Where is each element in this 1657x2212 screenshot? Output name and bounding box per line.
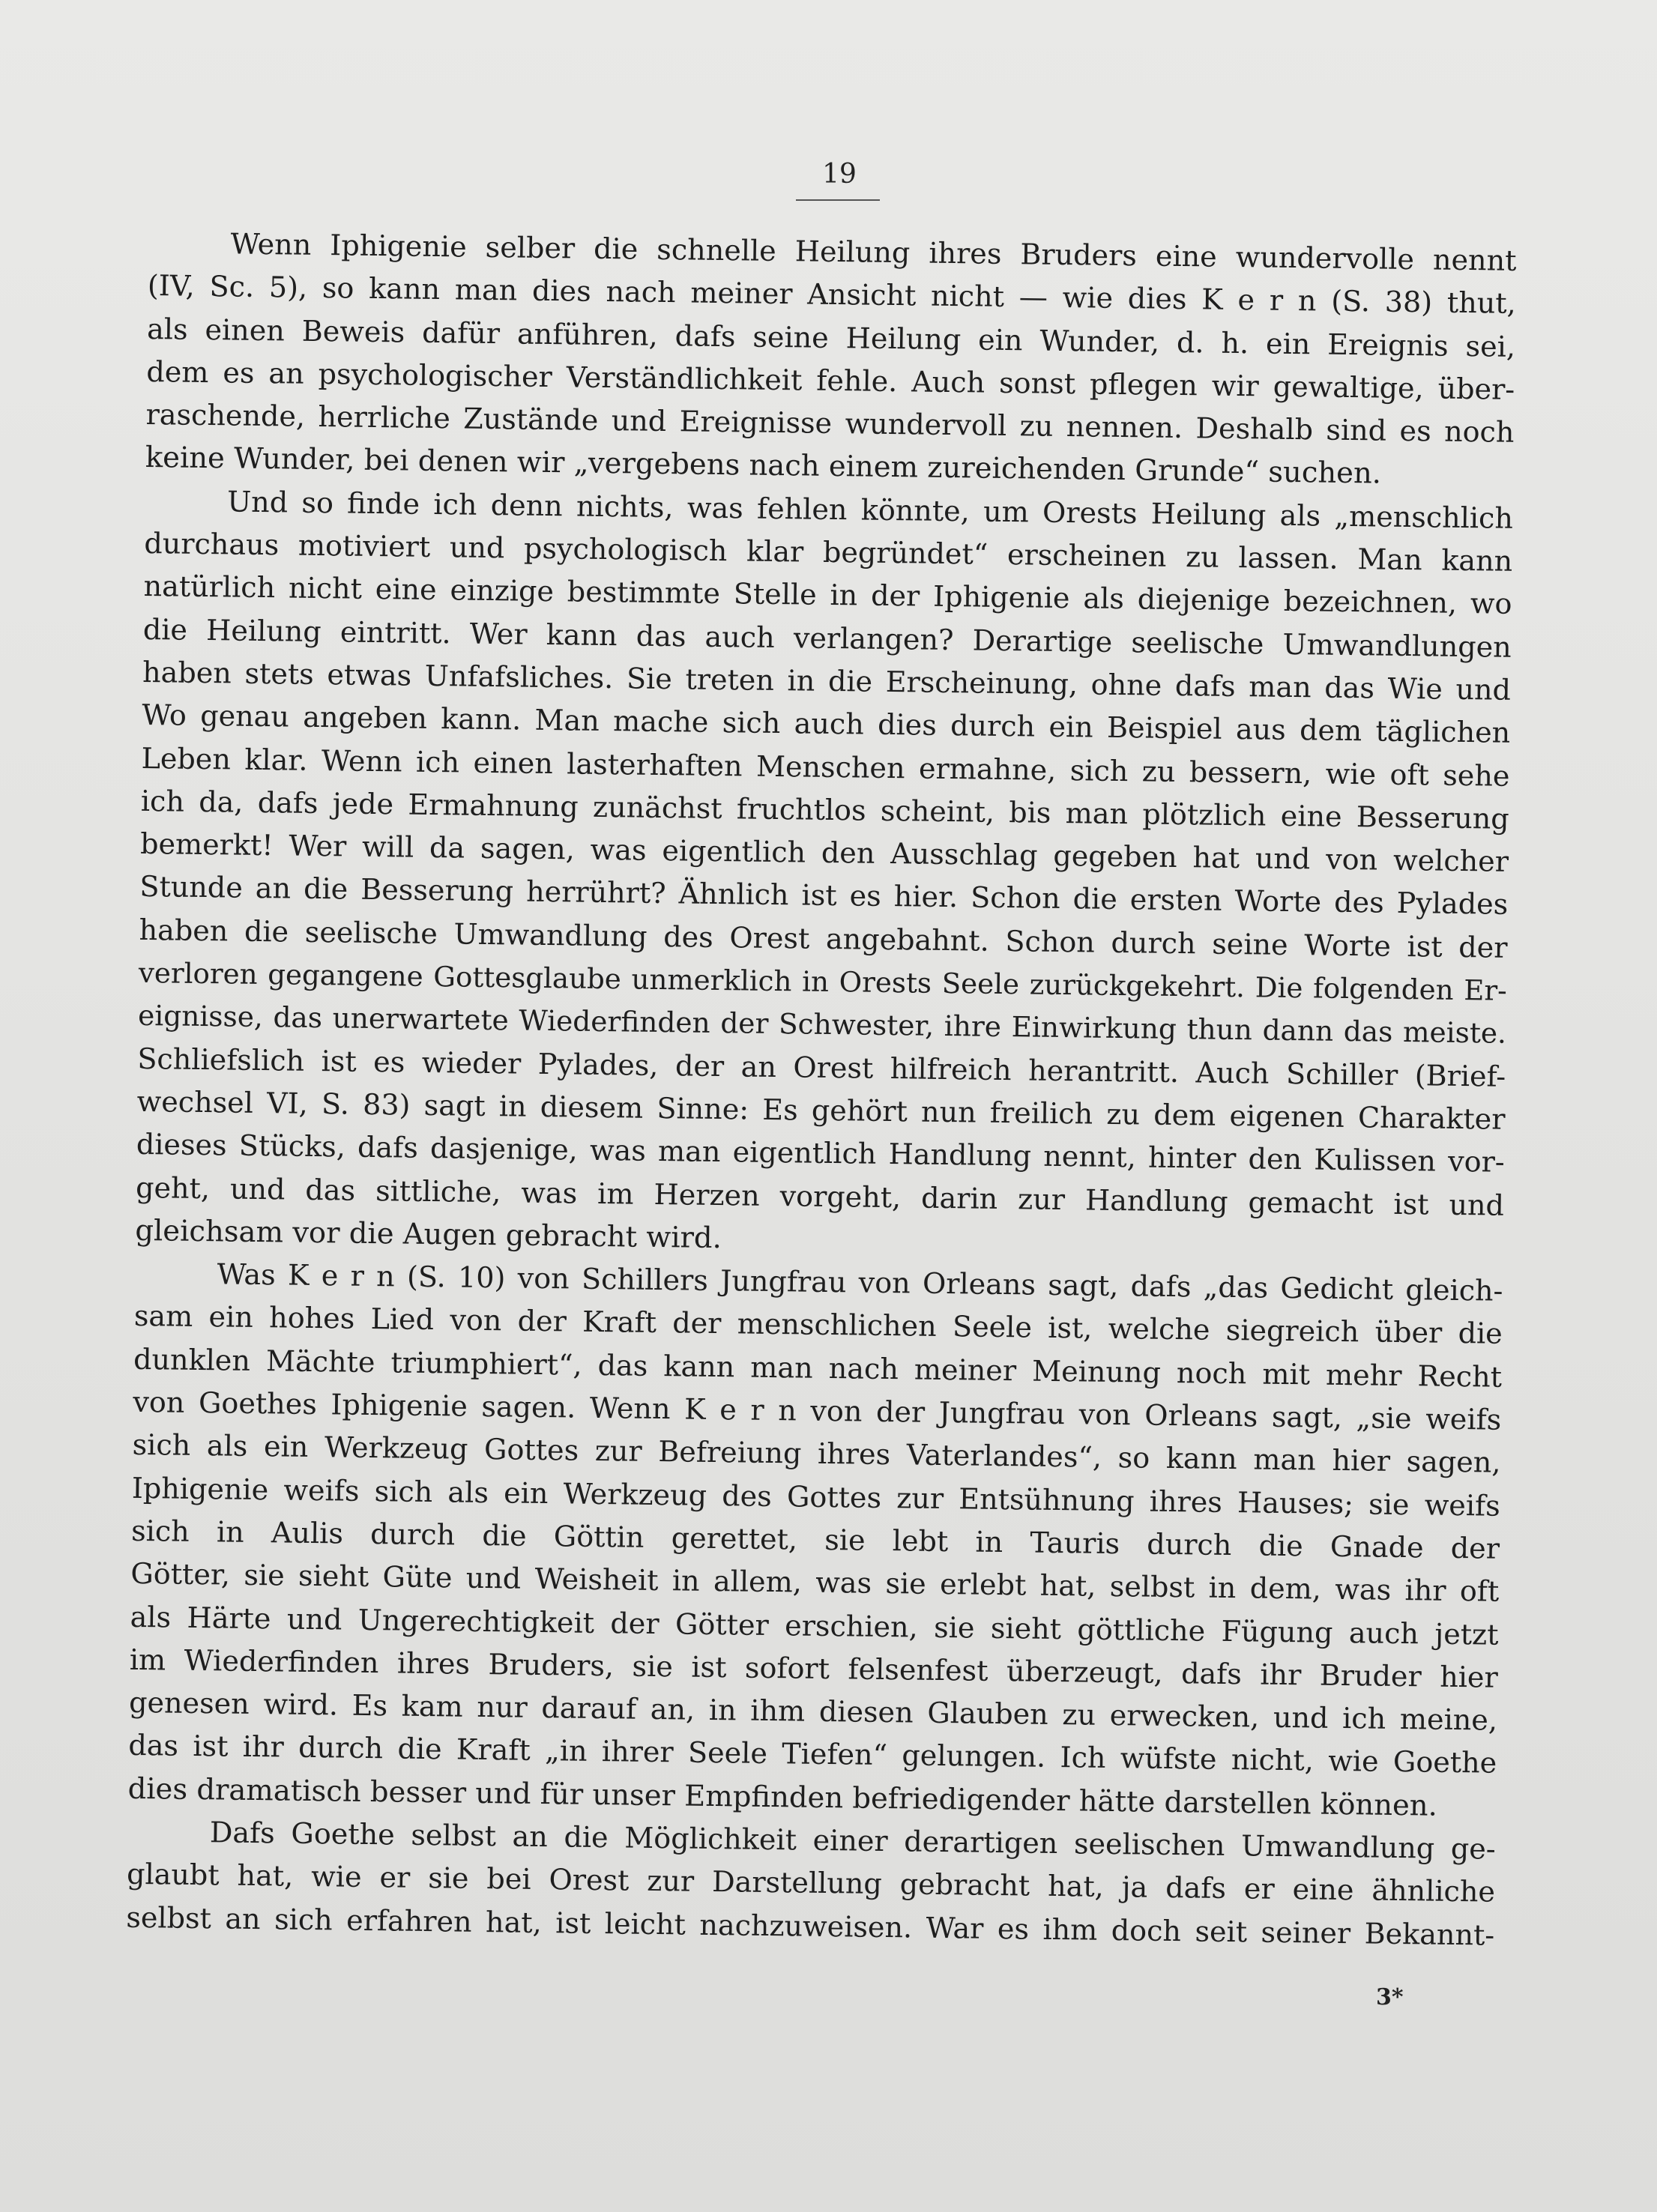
text-line: Stunde an die Besserung herrührt? Ähnlich ist es hier. Schon die ersten Worte des Pylades bbox=[139, 870, 1509, 922]
text-line: dieses Stücks, dafs dasjenige, was man eigentlich Handlung nennt, hinter den Kulissen vor- bbox=[136, 1128, 1506, 1179]
text-line: gleichsam vor die Augen gebracht wird. bbox=[135, 1213, 722, 1255]
text-line: keine Wunder, bei denen wir „vergebens nach einem zureichenden Grunde“ suchen. bbox=[145, 441, 1382, 492]
text-line: Wo genau angeben kann. Man mache sich auch dies durch ein Beispiel aus dem täglichen bbox=[142, 698, 1511, 750]
text-line: im Wiederfinden ihres Bruders, sie ist sofort felsenfest überzeugt, dafs ihr Bruder hier bbox=[129, 1643, 1499, 1694]
text-line: haben die seelische Umwandlung des Orest angebahnt. Schon durch seine Worte ist der bbox=[139, 913, 1508, 964]
text-line: bemerkt! Wer will da sagen, was eigentlich den Ausschlag gegeben hat und von welcher bbox=[139, 827, 1509, 878]
text-line: durchaus motiviert und psychologisch klar begründet“ erscheinen zu lassen. Man kann bbox=[144, 527, 1513, 578]
page-number: 19 bbox=[822, 159, 857, 190]
text-line: eignisse, das unerwartete Wiederfinden der Schwester, ihre Einwirkung thun dann das meiste. bbox=[137, 999, 1507, 1051]
text-line: von Goethes Iphigenie sagen. Wenn K e r n von der Jungfrau von Orleans sagt, „sie weifs bbox=[133, 1385, 1502, 1436]
text-line: Schliefslich ist es wieder Pylades, der an Orest hilfreich herantritt. Auch Schiller (Brief- bbox=[137, 1042, 1506, 1093]
text-line: wechsel VI, S. 83) sagt in diesem Sinne: Es gehört nun freilich zu dem eigenen Charakter bbox=[136, 1084, 1506, 1136]
text-line: verloren gegangene Gottesglaube unmerklich in Orests Seele zurückgekehrt. Die folgenden Er- bbox=[138, 955, 1508, 1007]
text-line: dunklen Mächte triumphiert“, das kann man nach meiner Meinung noch mit mehr Recht bbox=[133, 1342, 1503, 1394]
text-line: natürlich nicht eine einzige bestimmte Stelle in der Iphigenie als diejenige bezeichnen, wo bbox=[143, 569, 1512, 621]
page-number-rule bbox=[796, 199, 880, 201]
text-line: sich in Aulis durch die Göttin gerettet, sie lebt in Tauris durch die Gnade der bbox=[130, 1514, 1500, 1565]
text-line: dem es an psychologischer Verständlichkeit fehle. Auch sonst pflegen wir gewaltige, über- bbox=[146, 354, 1515, 406]
text-line: haben stets etwas Unfafsliches. Sie treten in die Erscheinung, ohne dafs man das Wie und bbox=[142, 655, 1512, 707]
text-line: genesen wird. Es kam nur darauf an, in ihm diesen Glauben zu erwecken, und ich meine, bbox=[128, 1685, 1498, 1737]
text-line: raschende, herrliche Zustände und Ereignisse wundervoll zu nennen. Deshalb sind es noch bbox=[145, 398, 1515, 450]
text-line: als Härte und Ungerechtigkeit der Götter erschien, sie sieht göttliche Fügung auch jetzt bbox=[130, 1600, 1499, 1652]
text-line: ich da, dafs jede Ermahnung zunächst fruchtlos scheint, bis man plötzlich eine Besserung bbox=[140, 784, 1510, 835]
signature-mark: 3* bbox=[1376, 1984, 1404, 2010]
text-line: dies dramatisch besser und für unser Empfinden befriedigender hätte darstellen können. bbox=[127, 1771, 1438, 1823]
text-line: geht, und das sittliche, was im Herzen vorgeht, darin zur Handlung gemacht ist und bbox=[135, 1170, 1505, 1222]
text-line: selbst an sich erfahren hat, ist leicht nachzuweisen. War es ihm doch seit seiner Bekannt- bbox=[126, 1900, 1495, 1952]
text-line: sich als ein Werkzeug Gottes zur Befreiung ihres Vaterlandes“, so kann man hier sagen, bbox=[132, 1428, 1501, 1480]
text-line: Götter, sie sieht Güte und Weisheit in allem, was sie erlebt hat, selbst in dem, was ihr oft bbox=[130, 1557, 1500, 1608]
text-line: das ist ihr durch die Kraft „in ihrer Seele Tiefen“ gelungen. Ich wüfste nicht, wie Goethe bbox=[128, 1729, 1497, 1780]
text-line: (IV, Sc. 5), so kann man dies nach meiner Ansicht nicht — wie dies K e r n (S. 38) thut, bbox=[147, 269, 1517, 321]
text-line: als einen Beweis dafür anführen, dafs seine Heilung ein Wunder, d. h. ein Ereignis sei, bbox=[146, 312, 1516, 363]
text-line: Dafs Goethe selbst an die Möglichkeit einer derartigen seelischen Umwandlung ge- bbox=[209, 1816, 1497, 1866]
text-line: Was K e r n (S. 10) von Schillers Jungfrau von Orleans sagt, dafs „das Gedicht gleich- bbox=[217, 1257, 1503, 1308]
text-line: Iphigenie weifs sich als ein Werkzeug des Gottes zur Entsühnung ihres Hauses; sie weifs bbox=[131, 1471, 1501, 1523]
text-line: die Heilung eintritt. Wer kann das auch verlangen? Derartige seelische Umwandlungen bbox=[142, 612, 1512, 664]
text-line: Und so finde ich denn nichts, was fehlen könnte, um Orests Heilung als „menschlich bbox=[226, 485, 1514, 535]
text-line: sam ein hohes Lied von der Kraft der menschlichen Seele ist, welche siegreich über die bbox=[133, 1299, 1503, 1351]
text-line: Wenn Iphigenie selber die schnelle Heilung ihres Bruders eine wundervolle nennt bbox=[230, 227, 1517, 277]
text-line: Leben klar. Wenn ich einen lasterhaften Menschen ermahne, sich zu bessern, wie oft sehe bbox=[141, 741, 1510, 793]
body-text bbox=[126, 222, 1517, 1957]
text-line: glaubt hat, wie er sie bei Orest zur Darstellung gebracht hat, ja dafs er eine ähnliche bbox=[126, 1858, 1496, 1909]
